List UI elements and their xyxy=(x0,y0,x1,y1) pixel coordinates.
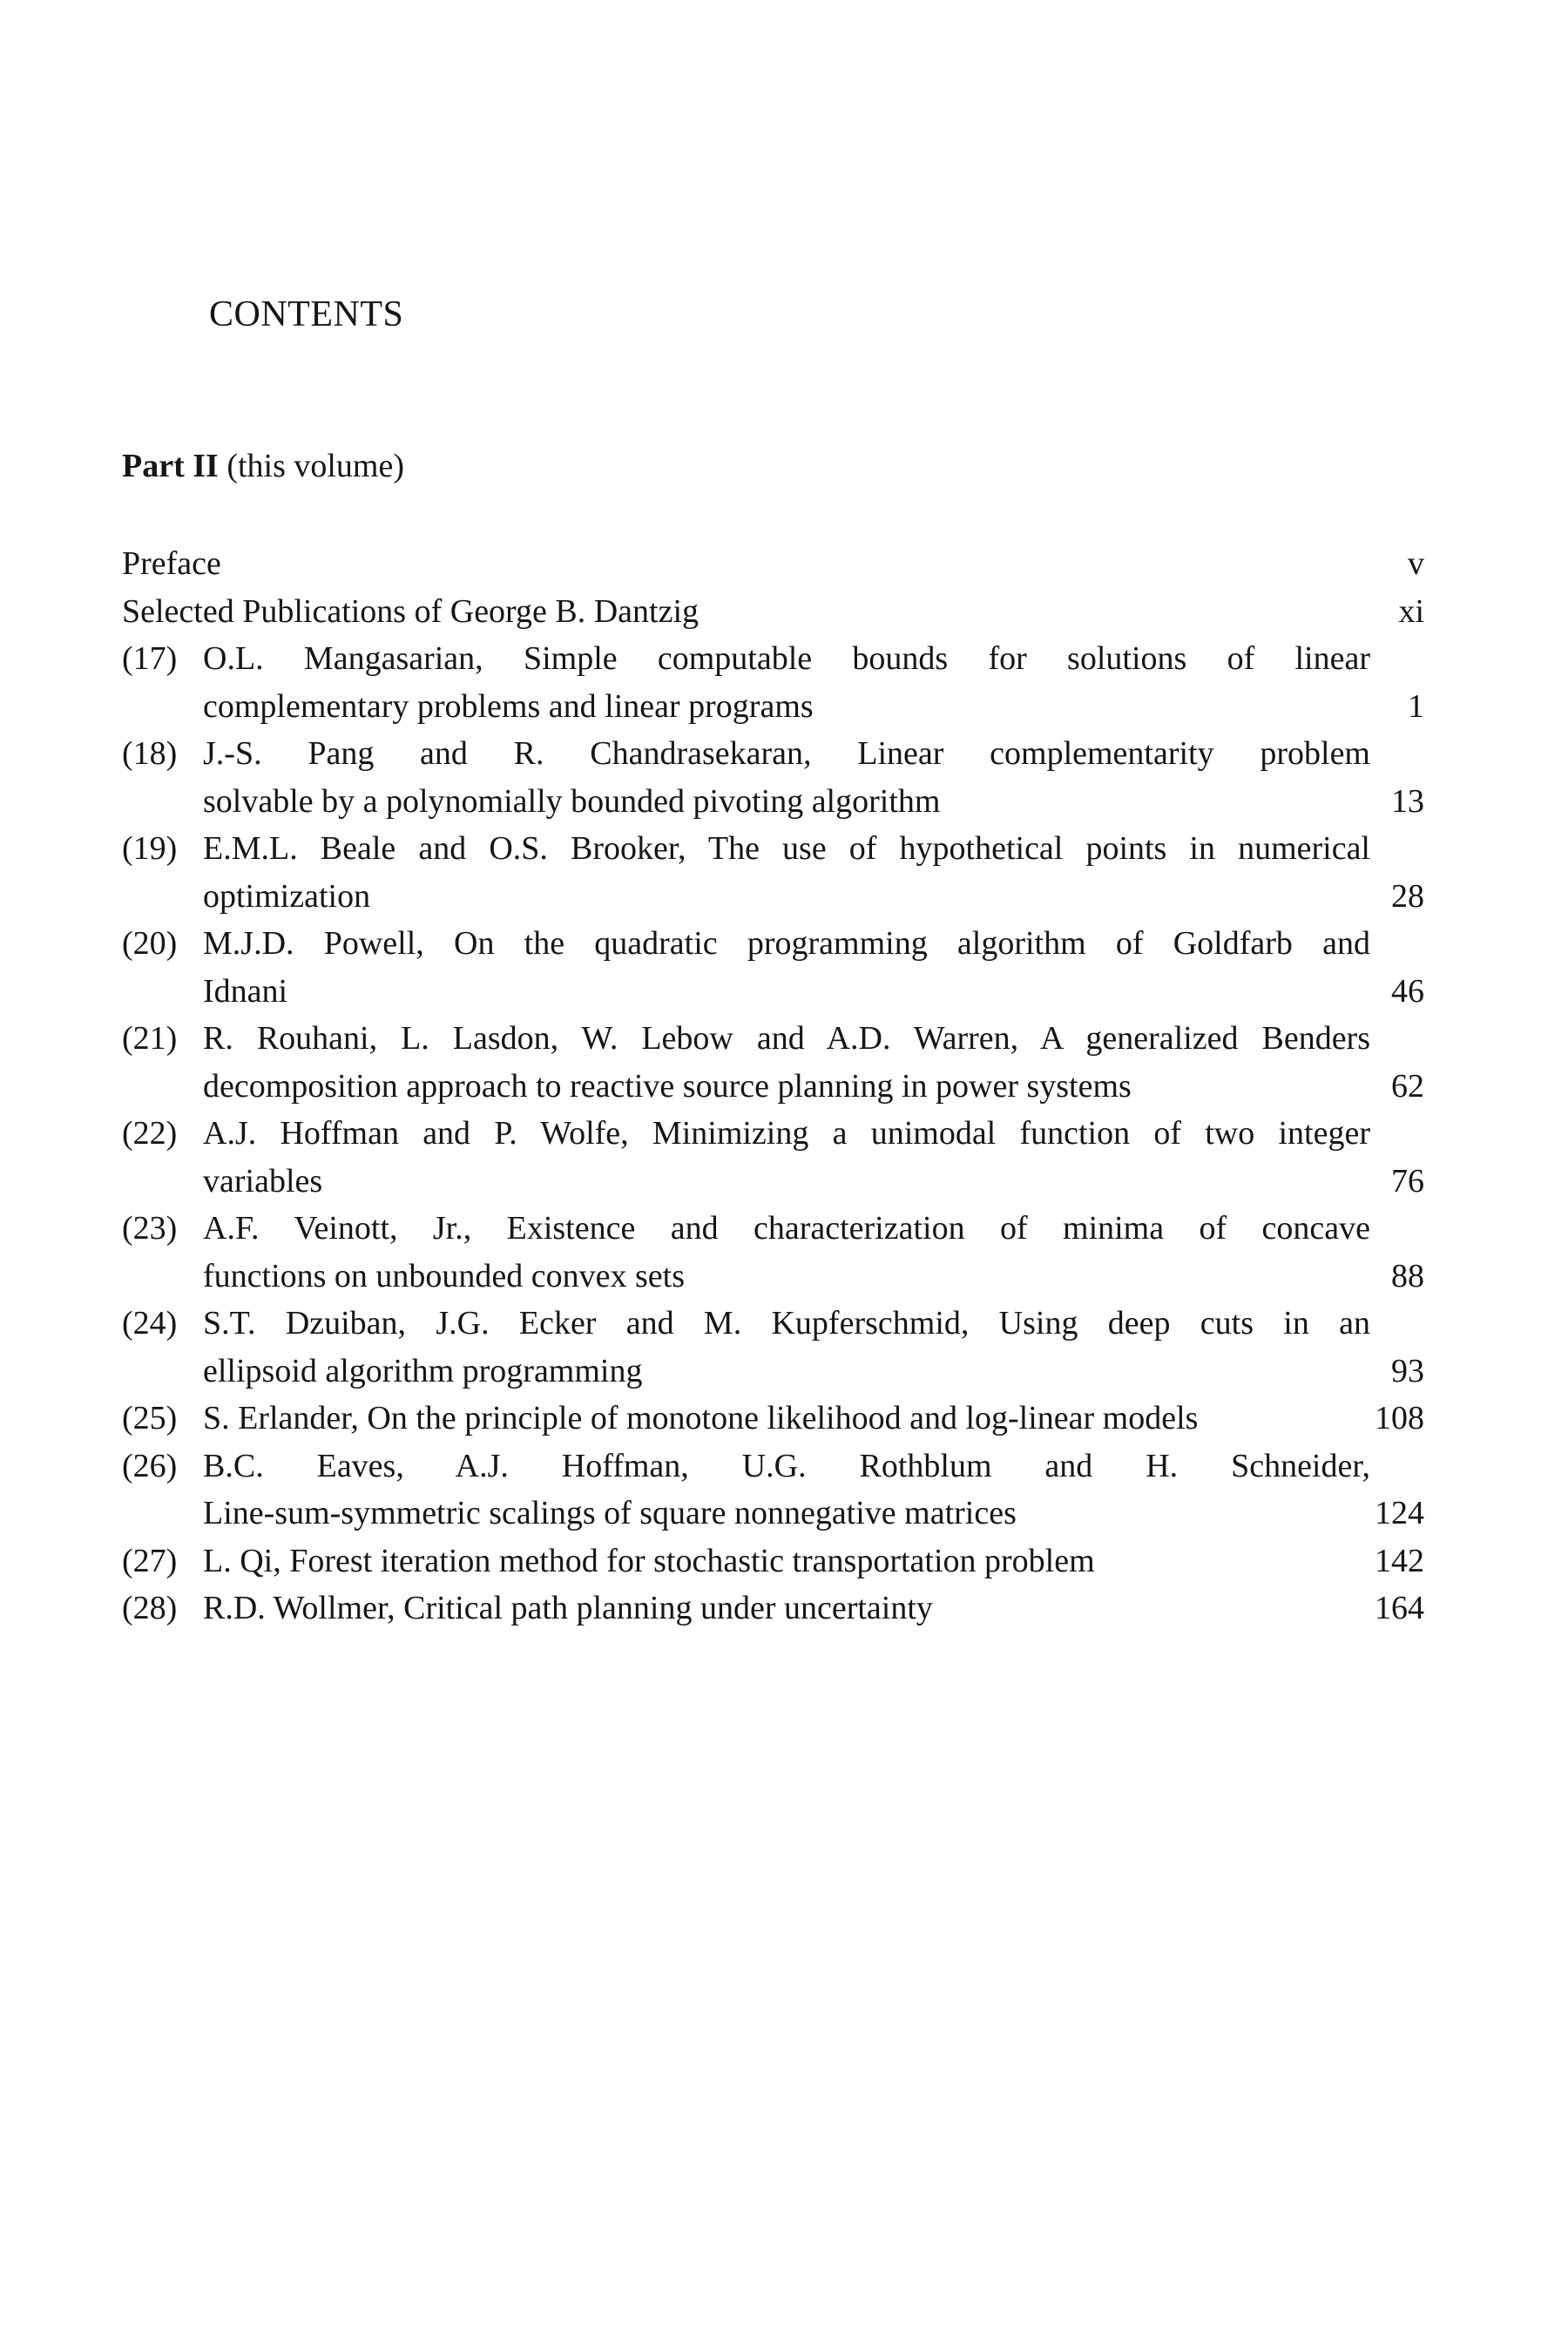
toc-entry-page: 76 xyxy=(1391,1162,1424,1200)
toc-entry-title: Preface xyxy=(122,545,221,582)
toc-entry-page: 124 xyxy=(1375,1495,1424,1531)
part-heading xyxy=(122,447,404,487)
toc-entry-26 xyxy=(122,1443,1424,1538)
toc-entry-page: 28 xyxy=(1391,877,1424,915)
part-note: (this volume) xyxy=(226,448,405,484)
toc-entry-title-line: R.D. Wollmer, Critical path planning under uncertainty xyxy=(203,1590,933,1626)
toc-entry-number: (25) xyxy=(122,1400,178,1436)
toc-entry-title-line: M.J.D. Powell, On the quadratic programming algorithm of Goldfarb and xyxy=(203,925,1370,962)
toc-entry-page: 1 xyxy=(1408,687,1424,725)
toc-entry-number: (24) xyxy=(122,1305,178,1342)
toc-entry-27 xyxy=(122,1538,1424,1585)
toc-entry-page: 108 xyxy=(1375,1400,1424,1436)
toc-entry-23 xyxy=(122,1205,1424,1300)
toc-entry-title-line: R. Rouhani, L. Lasdon, W. Lebow and A.D. Warren, A generalized Benders xyxy=(203,1020,1370,1057)
toc-entry-title-line: S. Erlander, On the principle of monotone likelihood and log-linear models xyxy=(203,1400,1199,1436)
toc-entry-number: (27) xyxy=(122,1542,178,1579)
toc-entry-24 xyxy=(122,1300,1424,1395)
toc-entry-28 xyxy=(122,1585,1424,1632)
toc-entry-number: (17) xyxy=(122,640,178,677)
toc-entry-title-line: A.J. Hoffman and P. Wolfe, Minimizing a unimodal function of two integer xyxy=(203,1115,1370,1152)
toc-entry-title-line: E.M.L. Beale and O.S. Brooker, The use of hypothetical points in numerical xyxy=(203,830,1370,867)
toc-entry-17 xyxy=(122,635,1424,730)
toc-entry-title-line: complementary problems and linear programs xyxy=(203,687,814,725)
toc-entry-title-line: L. Qi, Forest iteration method for stochastic transportation problem xyxy=(203,1542,1095,1579)
toc-entry-number: (19) xyxy=(122,830,178,867)
toc-entry-title-line: Line-sum-symmetric scalings of square nonnegative matrices xyxy=(203,1495,1017,1531)
toc-entry-number: (26) xyxy=(122,1447,178,1484)
toc-entry-number: (20) xyxy=(122,925,178,962)
toc-entry-page: 142 xyxy=(1375,1542,1424,1579)
toc-entry-title-line: O.L. Mangasarian, Simple computable bounds for solutions of linear xyxy=(203,640,1370,677)
toc-entry-title-line: variables xyxy=(203,1162,323,1200)
toc-entry-page: 88 xyxy=(1391,1257,1424,1294)
toc-entry-preface xyxy=(122,540,1424,588)
toc-entry-title-line: functions on unbounded convex sets xyxy=(203,1257,686,1294)
toc-entry-page: xi xyxy=(1398,592,1424,630)
toc-entry-title-line: A.F. Veinott, Jr., Existence and characterization of minima of concave xyxy=(203,1210,1370,1247)
toc-entry-number: (28) xyxy=(122,1590,178,1626)
toc-entry-20 xyxy=(122,920,1424,1015)
toc-entry-19 xyxy=(122,825,1424,920)
toc-entry-selected-publications xyxy=(122,588,1424,636)
toc-entry-25 xyxy=(122,1395,1424,1443)
toc-entry-page: 13 xyxy=(1391,782,1424,820)
toc-entry-number: (22) xyxy=(122,1115,178,1152)
toc-entry-18 xyxy=(122,730,1424,825)
toc-entry-page: 93 xyxy=(1391,1352,1424,1389)
toc-entry-title-line: ellipsoid algorithm programming xyxy=(203,1352,643,1389)
toc-entry-number: (21) xyxy=(122,1020,178,1057)
toc-entry-22 xyxy=(122,1110,1424,1205)
table-of-contents xyxy=(122,540,1424,1632)
toc-entry-title-line: decomposition approach to reactive source planning in power systems xyxy=(203,1067,1132,1105)
toc-entry-title-line: Idnani xyxy=(203,972,288,1010)
toc-entry-page: 62 xyxy=(1391,1067,1424,1105)
toc-entry-title-line: B.C. Eaves, A.J. Hoffman, U.G. Rothblum and H. Schneider, xyxy=(203,1447,1370,1484)
toc-entry-page: 46 xyxy=(1391,972,1424,1010)
toc-entry-title-line: solvable by a polynomially bounded pivoting algorithm xyxy=(203,782,941,820)
toc-entry-title-line: S.T. Dzuiban, J.G. Ecker and M. Kupferschmid, Using deep cuts in an xyxy=(203,1305,1370,1342)
part-label: Part II xyxy=(122,448,219,484)
toc-entry-page: 164 xyxy=(1375,1590,1424,1626)
toc-entry-page: v xyxy=(1408,545,1424,582)
toc-entry-number: (23) xyxy=(122,1210,178,1247)
toc-entry-title-line: J.-S. Pang and R. Chandrasekaran, Linear complementarity problem xyxy=(203,735,1370,772)
toc-entry-21 xyxy=(122,1015,1424,1110)
page-title: CONTENTS xyxy=(209,294,404,335)
toc-entry-title-line: optimization xyxy=(203,877,371,915)
toc-entry-title: Selected Publications of George B. Dantzig xyxy=(122,592,700,630)
toc-entry-number: (18) xyxy=(122,735,178,772)
